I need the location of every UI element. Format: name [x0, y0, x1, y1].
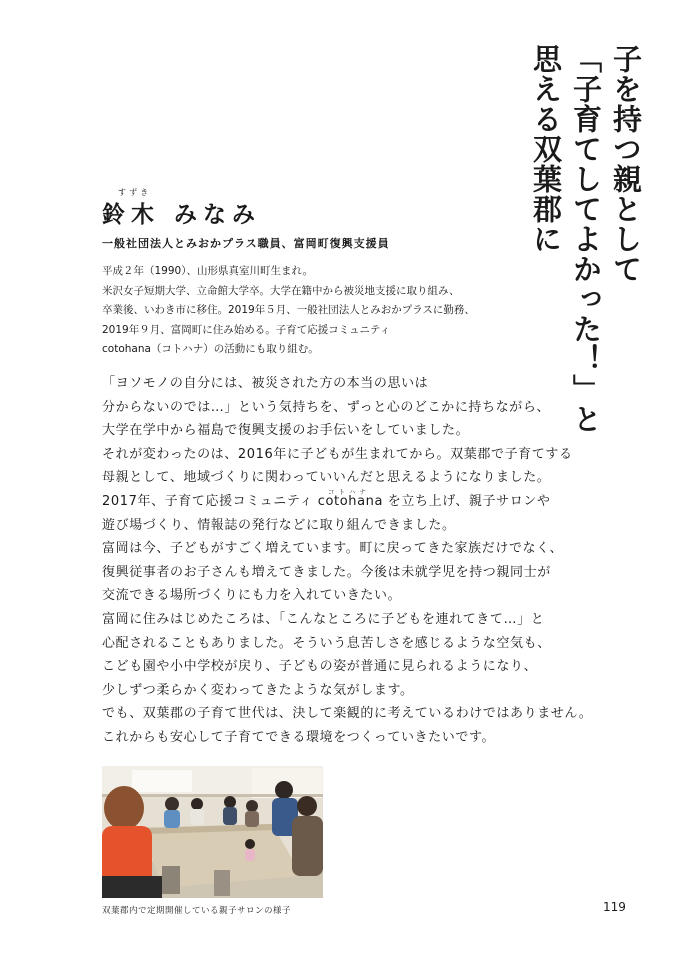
body-line: それが変わったのは、2016年に子どもが生まれてから。双葉郡で子育てする — [102, 446, 573, 462]
body-line: 大学在学中から福島で復興支援のお手伝いをしていました。 — [102, 423, 470, 439]
author-name-ruby: すずき — [118, 188, 152, 197]
body-line-with-ruby — [102, 487, 622, 514]
body-text — [102, 372, 622, 750]
author-bio — [102, 262, 572, 360]
bio-line: 米沢女子短期大学、立命館大学卒。大学在籍中から被災地支援に取り組み、 — [102, 284, 460, 297]
body-line: 母親として、地域づくりに関わっていいんだと思えるようになりました。 — [102, 470, 551, 486]
salon-photo — [102, 766, 323, 898]
body-line: 富岡に住みはじめたころは、「こんなところに子どもを連れてきて…」と — [102, 611, 545, 627]
body-line: 復興従事者のお子さんも増えてきました。今後は未就学児を持つ親同士が — [102, 564, 551, 580]
title-line: 子を持つ親として — [609, 44, 643, 284]
author-name: 鈴木 みなみ — [102, 201, 262, 228]
body-line: 富岡は今、子どもがすごく増えています。町に戻ってきた家族だけでなく、 — [102, 541, 564, 557]
bio-line: 平成２年（1990）、山形県真室川町生まれ。 — [102, 265, 314, 277]
body-line: 少しずつ柔らかく変わってきたような気がします。 — [102, 682, 414, 698]
title-line: 思える双葉郡に — [529, 44, 563, 254]
body-line: 「ヨソモノの自分には、被災された方の本当の思いは — [102, 376, 429, 391]
body-line: これからも安心して子育てできる環境をつくっていきたいです。 — [102, 729, 496, 745]
page-number: 119 — [603, 900, 626, 914]
body-line: 心配されることもありました。そういう息苦しさを感じるような空気も、 — [102, 635, 551, 651]
body-line: でも、双葉郡の子育て世代は、決して楽観的に考えているわけではありません。 — [102, 706, 593, 722]
bio-line: 2019年９月、富岡町に住み始める。子育て応援コミュニティ — [102, 323, 391, 336]
body-line: 分からないのでは…」という気持ちを、ずっと心のどこかに持ちながら、 — [102, 399, 551, 415]
bio-line: cotohana（コトハナ）の活動にも取り組む。 — [102, 343, 319, 355]
cotohana-ruby: コトハナ — [328, 487, 370, 496]
author-role: 一般社団法人とみおかプラス職員、富岡町復興支援員 — [102, 237, 390, 250]
bio-line: 卒業後、いわき市に移住。2019年５月、一般社団法人とみおかプラスに勤務、 — [102, 304, 475, 316]
body-line: 遊び場づくり、情報誌の発行などに取り組んできました。 — [102, 517, 456, 533]
title-line: 「子育てしてよかった！」と — [569, 44, 603, 434]
photo-caption: 双葉郡内で定期開催している親子サロンの様子 — [102, 906, 292, 916]
body-line: 交流できる場所づくりにも力を入れていきたい。 — [102, 588, 402, 604]
salon-photo-illustration — [102, 766, 323, 898]
body-line: 2017年、子育て応援コミュニティ cotohana を立ち上げ、親子サロンや — [102, 493, 551, 509]
body-line: こども園や小中学校が戻り、子どもの姿が普通に見られるようになり、 — [102, 659, 538, 675]
